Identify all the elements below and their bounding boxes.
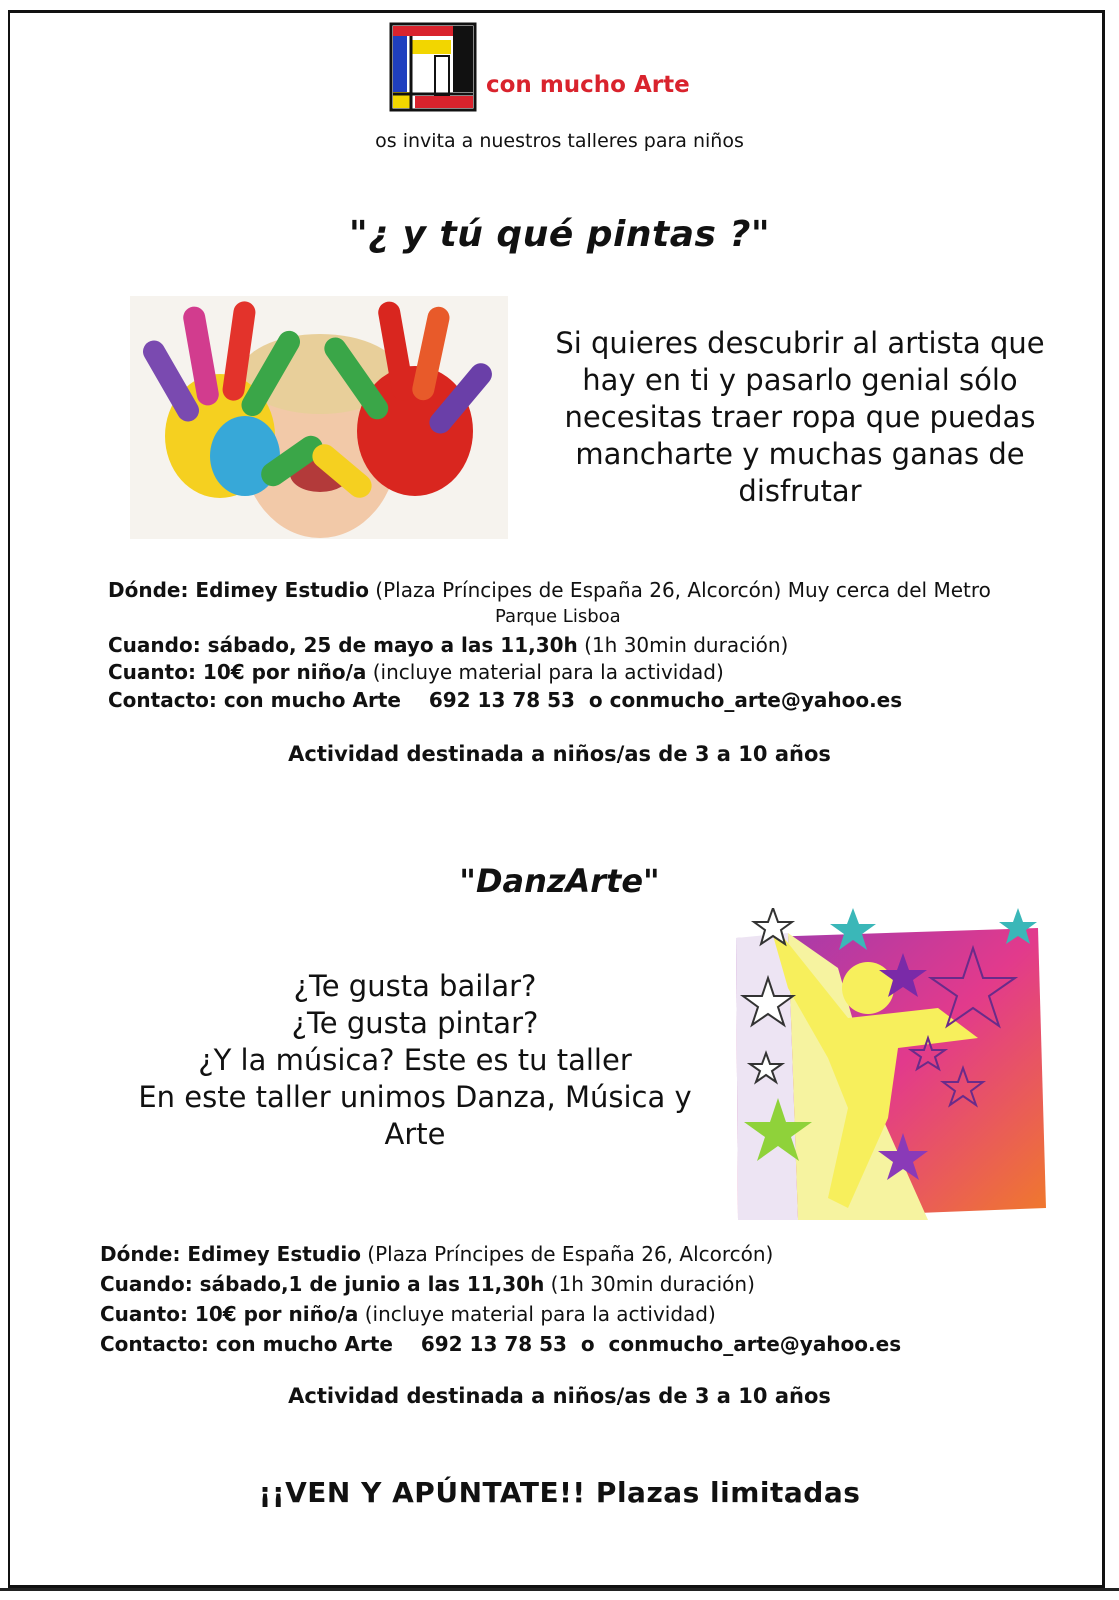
workshop2-line: ¿Te gusta pintar? bbox=[291, 1006, 539, 1040]
where-value: (Plaza Príncipes de España 26, Alcorcón) Muy cerca del Metro bbox=[368, 578, 991, 602]
workshop1-price bbox=[108, 660, 724, 684]
workshop2-when bbox=[100, 1272, 755, 1296]
workshop2-description bbox=[95, 968, 735, 1153]
workshop2-audience: Actividad destinada a niños/as de 3 a 10 años bbox=[288, 1384, 831, 1408]
when-label: Cuando: sábado,1 de junio a las 11,30h bbox=[100, 1272, 545, 1296]
workshop1-where bbox=[108, 578, 991, 602]
workshop1-where-extra: Parque Lisboa bbox=[495, 606, 621, 627]
price-label: Cuanto: 10€ por niño/a bbox=[108, 660, 367, 684]
when-value: (1h 30min duración) bbox=[544, 1272, 755, 1296]
bottom-rule bbox=[0, 1588, 1119, 1591]
workshop1-title: "¿ y tú qué pintas ?" bbox=[348, 214, 771, 255]
con-mucho-arte-logo bbox=[389, 22, 477, 112]
workshop1-description: Si quieres descubrir al artista que hay en ti y pasarlo genial sólo necesitas traer ropa que puedas mancharte y muchas ganas de disfrutar bbox=[555, 326, 1045, 508]
workshop2-price bbox=[100, 1302, 716, 1326]
when-label: Cuando: sábado, 25 de mayo a las 11,30h bbox=[108, 633, 578, 657]
price-label: Cuanto: 10€ por niño/a bbox=[100, 1302, 359, 1326]
dancer-painting-illustration bbox=[728, 908, 1058, 1233]
where-label: Dónde: Edimey Estudio bbox=[108, 578, 369, 602]
brand-name: con mucho Arte bbox=[486, 72, 690, 98]
workshop2-line: ¿Y la música? Este es tu taller bbox=[198, 1043, 632, 1077]
workshop2-title: "DanzArte" bbox=[459, 862, 660, 900]
workshop1-contact: Contacto: con mucho Arte 692 13 78 53 o conmucho_arte@yahoo.es bbox=[108, 688, 903, 712]
when-value: (1h 30min duración) bbox=[577, 633, 789, 657]
workshop2-line: En este taller unimos Danza, Música y bbox=[138, 1080, 692, 1114]
price-value: (incluye material para la actividad) bbox=[366, 660, 724, 684]
workshop2-where bbox=[100, 1242, 773, 1266]
where-label: Dónde: Edimey Estudio bbox=[100, 1242, 361, 1266]
price-value: (incluye material para la actividad) bbox=[358, 1302, 716, 1326]
invite-text: os invita a nuestros talleres para niños bbox=[375, 130, 744, 152]
signup-call-to-action: ¡¡VEN Y APÚNTATE!! Plazas limitadas bbox=[258, 1476, 861, 1509]
workshop2-line: Arte bbox=[384, 1117, 446, 1151]
workshop2-line: ¿Te gusta bailar? bbox=[293, 969, 537, 1003]
where-value: (Plaza Príncipes de España 26, Alcorcón) bbox=[360, 1242, 774, 1266]
workshop1-when bbox=[108, 633, 788, 657]
workshop1-audience: Actividad destinada a niños/as de 3 a 10 años bbox=[288, 742, 831, 766]
child-painted-hands-photo bbox=[130, 296, 508, 539]
workshop2-contact: Contacto: con mucho Arte 692 13 78 53 o conmucho_arte@yahoo.es bbox=[100, 1332, 902, 1356]
